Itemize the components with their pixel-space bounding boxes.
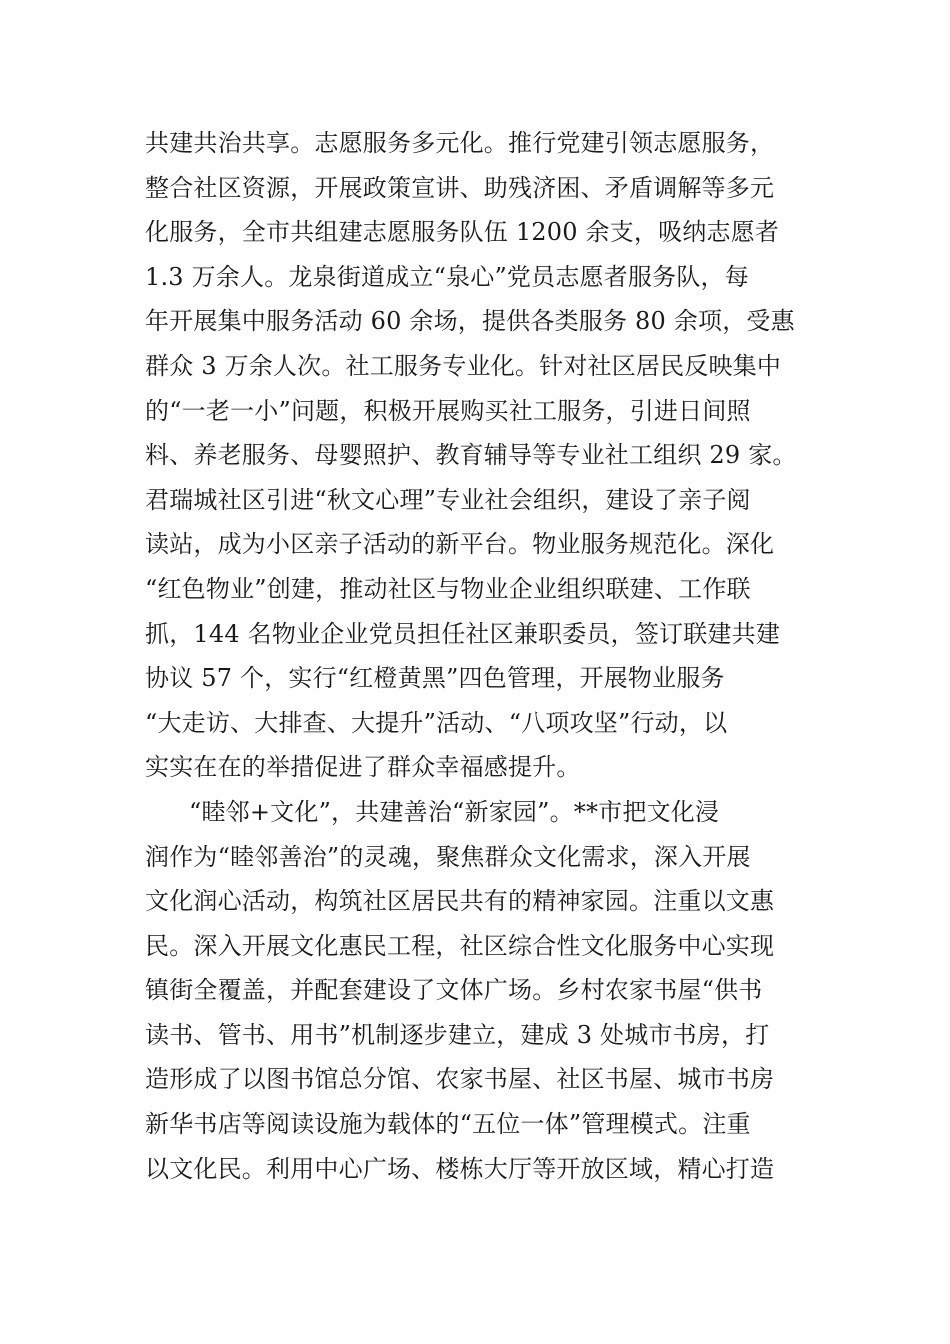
text-line: 实实在在的举措促进了群众幸福感提升。 [145,753,581,782]
text-line: “大走访、大排查、大提升”活动、“八项攻坚”行动，以 [145,708,728,737]
text-line: 化服务，全市共组建志愿服务队伍 1200 余支，吸纳志愿者 [145,218,780,247]
text-line: 造形成了以图书馆总分馆、农家书屋、社区书屋、城市书房 [145,1065,775,1094]
text-line: 共建共治共享。志愿服务多元化。推行党建引领志愿服务， [145,129,775,157]
text-line: 新华书店等阅读设施为载体的“五位一体”管理模式。注重 [145,1110,751,1139]
text-line: 协议 57 个，实行“红橙黄黑”四色管理，开展物业服务 [145,664,725,693]
text-line: 读书、管书、用书”机制逐步建立，建成 3 处城市书房，打 [145,1020,770,1049]
text-line: “红色物业”创建，推动社区与物业企业组织联建、工作联 [145,574,751,603]
text-line: 抓，144 名物业企业党员担任社区兼职委员，签订联建共建 [145,619,781,648]
text-line: 君瑞城社区引进“秋文心理”专业社会组织，建设了亲子阅 [145,485,751,514]
text-line: 以文化民。利用中心广场、楼栋大厅等开放区域，精心打造 [145,1154,775,1183]
text-line: 群众 3 万余人次。社工服务专业化。针对社区居民反映集中 [145,351,782,380]
text-line: 1.3 万余人。龙泉街道成立“泉心”党员志愿者服务队，每 [145,262,749,291]
paragraph-volunteer-services [145,121,835,790]
text-line: 民。深入开展文化惠民工程，社区综合性文化服务中心实现 [145,931,775,960]
paragraph-heading-line: “睦邻+文化”，共建善治“新家园”。**市把文化浸 [189,797,720,826]
text-line: 文化润心活动，构筑社区居民共有的精神家园。注重以文惠 [145,887,775,916]
text-line: 读站，成为小区亲子活动的新平台。物业服务规范化。深化 [145,530,775,559]
text-line: 整合社区资源，开展政策宣讲、助残济困、矛盾调解等多元 [145,173,775,202]
text-line: 润作为“睦邻善治”的灵魂，聚焦群众文化需求，深入开展 [145,842,751,871]
text-line: 镇街全覆盖，并配套建设了文体广场。乡村农家书屋“供书 [145,976,763,1005]
text-line: 年开展集中服务活动 60 余场，提供各类服务 80 余项，受惠 [145,307,795,336]
paragraph-culture [145,790,835,1191]
text-line: 料、养老服务、母婴照护、教育辅导等专业社工组织 29 家。 [145,441,797,470]
document-body [145,121,835,1191]
text-line: 的“一老一小”问题，积极开展购买社工服务，引进日间照 [145,396,751,425]
